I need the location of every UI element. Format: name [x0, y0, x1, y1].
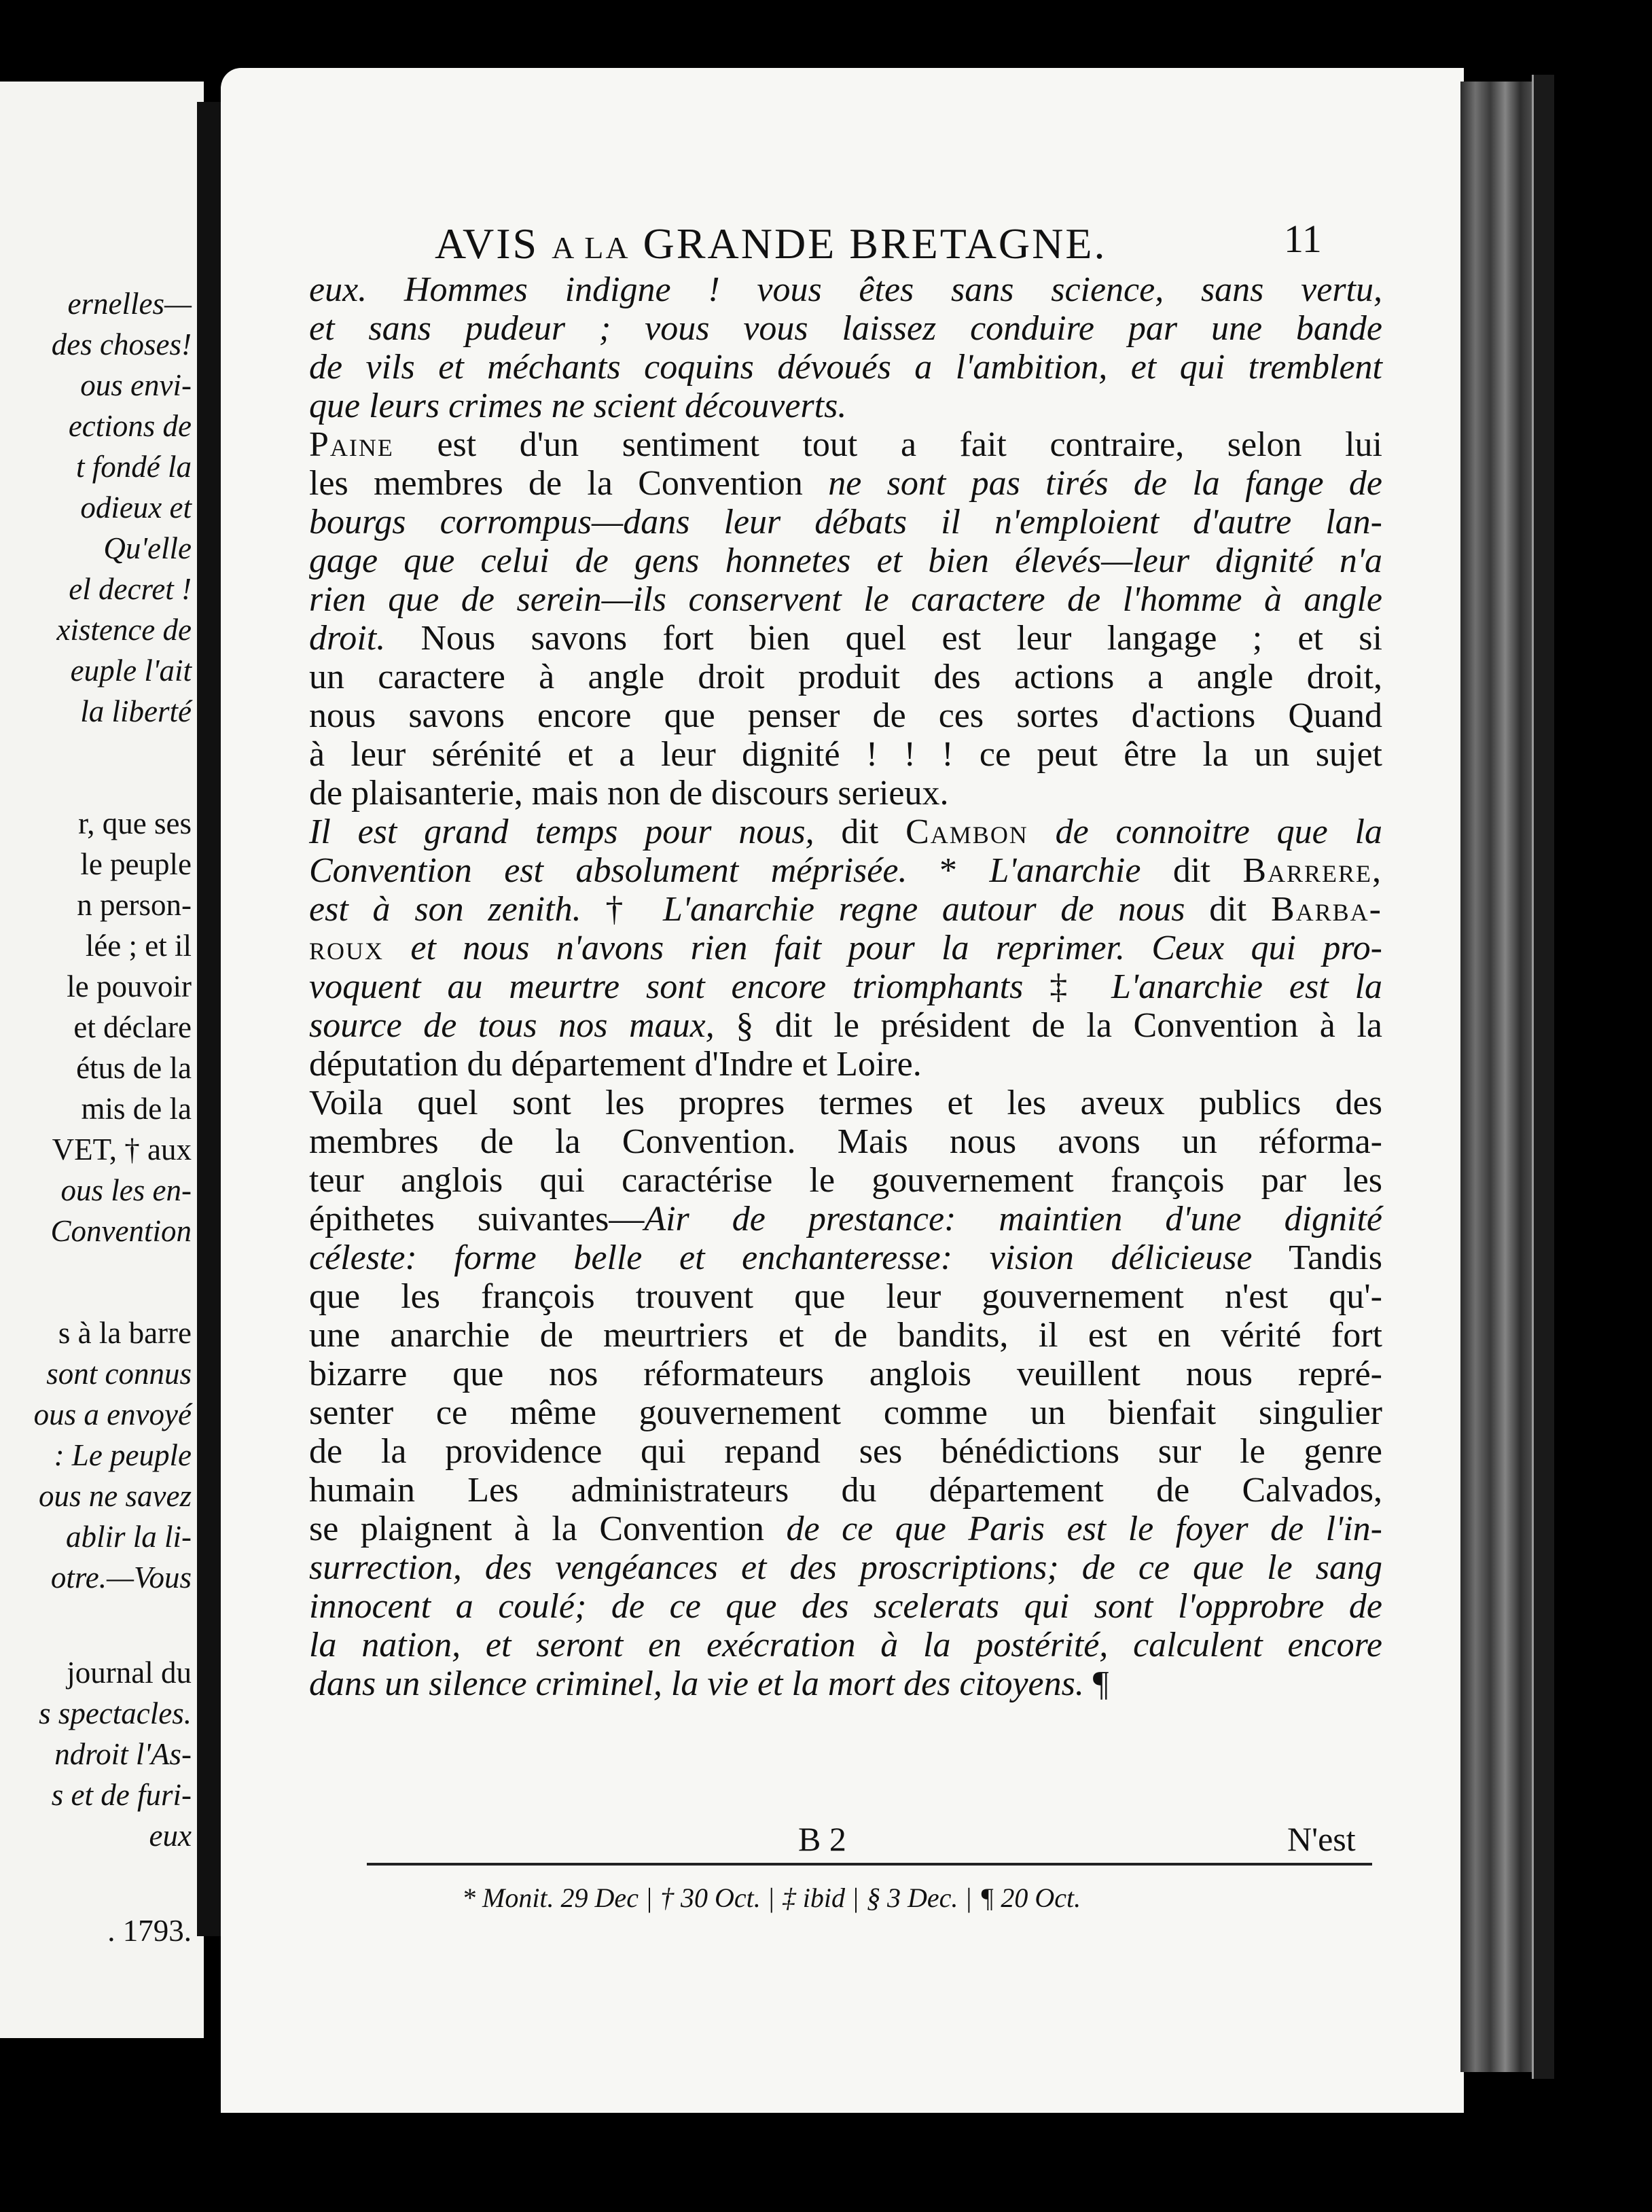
book-gutter [197, 102, 224, 1936]
footnote-reference: § 3 Dec. [867, 1883, 958, 1913]
text-segment: senter ce même gouvernement comme un bienfait singulier [309, 1393, 1382, 1432]
text-segment: les membres de la Convention [309, 464, 829, 503]
text-segment: teur anglois qui caractérise le gouvernement françois par les [309, 1161, 1382, 1200]
left-page-line: le peuple [80, 847, 192, 881]
text-segment: Cambon [905, 813, 1028, 851]
text-segment: humain Les administrateurs du département de Calvados, [309, 1471, 1382, 1510]
left-page-line: ndroit l'As- [54, 1737, 192, 1771]
text-segment: de vils et méchants coquins dévoués a l'ambition, et qui tremblent [309, 348, 1382, 387]
signature-mark: B 2 [798, 1820, 846, 1858]
left-page-line: mis de la [81, 1092, 192, 1126]
text-line [309, 696, 1382, 735]
previous-page-fragment [0, 82, 204, 2038]
text-segment: de ce que Paris est le foyer de l'in- [786, 1510, 1382, 1548]
text-line [309, 967, 1382, 1006]
body-text [309, 270, 1382, 1703]
text-segment: est d'un sentiment tout a fait contraire, selon lui [393, 425, 1382, 464]
text-segment: à leur sérénité et a leur dignité ! ! ! ce peut être la un sujet [309, 735, 1382, 774]
text-segment: droit. [309, 619, 386, 658]
text-line [309, 1084, 1382, 1122]
page-number: 11 [1284, 217, 1322, 261]
footnote-reference: ¶ 20 Oct. [980, 1883, 1081, 1913]
text-line [309, 658, 1382, 696]
left-page-line: otre.—Vous [50, 1560, 192, 1594]
left-page-line: Qu'elle [103, 531, 192, 565]
text-line [309, 1548, 1382, 1587]
left-page-line: sont connus [46, 1357, 192, 1391]
footnote-separator: | [768, 1883, 774, 1913]
text-line [309, 1161, 1382, 1200]
left-page-line: ections de [68, 409, 192, 443]
text-line [309, 774, 1382, 813]
text-line [309, 851, 1382, 890]
text-line [309, 1432, 1382, 1471]
left-page-line: la liberté [80, 694, 192, 728]
text-segment: surrection, des vengéances et des proscriptions; de ce que le sang [309, 1548, 1382, 1587]
catchword: N'est [1287, 1820, 1356, 1858]
text-line [309, 541, 1382, 580]
left-page-line: ous envi- [80, 368, 192, 402]
text-segment: eux. [309, 270, 404, 309]
text-line [309, 425, 1382, 464]
text-segment: Nous savons fort bien quel est leur langage ; et si [385, 619, 1382, 658]
text-line [309, 464, 1382, 503]
text-segment: nous savons encore que penser de ces sortes d'actions Quand [309, 696, 1382, 735]
text-segment: Convention est absolument méprisée. [309, 851, 939, 890]
text-segment: L'anarchie [989, 851, 1141, 890]
text-segment: Air de prestance: maintien d'une dignité [644, 1200, 1382, 1238]
text-line [309, 1471, 1382, 1510]
left-page-line: s à la barre [58, 1316, 192, 1350]
footnote-separator: | [966, 1883, 972, 1913]
left-page-line: étus de la [76, 1051, 192, 1085]
footnote-rule [367, 1863, 1372, 1866]
text-line [309, 1200, 1382, 1238]
running-header [435, 219, 1107, 269]
text-line [309, 1393, 1382, 1432]
text-segment: † [605, 890, 663, 929]
left-page-line: el decret ! [69, 572, 192, 606]
text-segment: dit [1185, 890, 1271, 929]
text-segment: membres de la Convention. Mais nous avons un réforma- [309, 1122, 1382, 1161]
book-cover-edge [1532, 75, 1554, 2079]
left-page-line: ous ne savez [39, 1479, 192, 1513]
text-line [309, 929, 1382, 967]
text-segment: bourgs corrompus—dans leur débats il n'emploient d'autre lan- [309, 503, 1382, 541]
text-segment: L'anarchie regne autour de nous [662, 890, 1185, 929]
text-segment: roux [309, 929, 384, 967]
text-line [309, 387, 1382, 425]
text-line [309, 1277, 1382, 1316]
text-segment: Hommes indigne ! vous êtes sans science, sans vertu, [403, 270, 1382, 309]
text-line [309, 1510, 1382, 1548]
text-segment: Voila quel sont les propres termes et les aveux publics des [309, 1084, 1382, 1122]
text-segment: de la providence qui repand ses bénédictions sur le genre [309, 1432, 1382, 1471]
page-edges [1460, 82, 1535, 2072]
header-title-grande-bretagne: GRANDE BRETAGNE. [643, 219, 1107, 268]
text-line [309, 1355, 1382, 1393]
left-page-line: des choses! [51, 327, 192, 361]
left-page-line: r, que ses [78, 806, 192, 840]
text-line [309, 1238, 1382, 1277]
text-segment: gage que celui de gens honnetes et bien élevés—leur dignité n'a [309, 541, 1382, 580]
left-page-line: lée ; et il [85, 929, 192, 963]
text-line [309, 503, 1382, 541]
text-line [309, 1587, 1382, 1626]
text-segment: * [939, 851, 990, 890]
text-segment: voquent au meurtre sont encore triomphants [309, 967, 1050, 1006]
text-segment: une anarchie de meurtriers et de bandits, il est en vérité fort [309, 1316, 1382, 1355]
text-segment: Tandis [1252, 1238, 1382, 1277]
text-line [309, 735, 1382, 774]
left-page-line: s spectacles. [39, 1696, 192, 1730]
text-segment: dit [814, 813, 906, 851]
text-line [309, 580, 1382, 619]
left-page-line: t fondé la [76, 450, 192, 484]
text-segment: que les françois trouvent que leur gouvernement n'est qu'- [309, 1277, 1382, 1316]
text-segment: et sans pudeur ; vous vous laissez conduire par une bande [309, 309, 1382, 348]
text-line [309, 1316, 1382, 1355]
footnote-separator: | [852, 1883, 859, 1913]
text-segment: innocent a coulé; de ce que des scelerats qui sont l'opprobre de [309, 1587, 1382, 1626]
text-line [309, 1626, 1382, 1664]
text-segment: dans un silence criminel, la vie et la mort des citoyens. [309, 1664, 1093, 1703]
left-page-line: VET, † aux [52, 1132, 192, 1166]
text-segment: que leurs crimes ne scient découverts. [309, 387, 847, 425]
text-segment: Barba- [1270, 890, 1382, 929]
text-segment: Barrere, [1242, 851, 1383, 890]
text-line [309, 270, 1382, 309]
text-segment: de connoitre que la [1028, 813, 1383, 851]
text-line [309, 1122, 1382, 1161]
left-page-line: : Le peuple [54, 1438, 192, 1472]
left-page-line: le pouvoir [67, 969, 192, 1003]
text-segment: L'anarchie est la [1111, 967, 1382, 1006]
text-segment: un caractere à angle droit produit des actions a angle droit, [309, 658, 1382, 696]
footnote-reference: * Monit. 29 Dec [462, 1883, 639, 1913]
text-segment: la nation, et seront en exécration à la postérité, calculent encore [309, 1626, 1382, 1664]
left-page-line: ous a envoyé [33, 1397, 192, 1431]
text-segment: rien que de serein—ils conservent le caractere de l'homme à angle [309, 580, 1382, 619]
text-segment: bizarre que nos réformateurs anglois veuillent nous repré- [309, 1355, 1382, 1393]
left-page-line: ablir la li- [65, 1520, 192, 1554]
text-segment: § dit le président de la Convention à la [736, 1006, 1382, 1045]
text-segment: et nous n'avons rien fait pour la reprimer. Ceux qui pro- [384, 929, 1382, 967]
left-page-line: eux [149, 1819, 192, 1853]
text-segment: dit [1141, 851, 1243, 890]
left-page-line: Convention [50, 1214, 192, 1248]
text-segment: est à son zenith. [309, 890, 606, 929]
text-line [309, 1664, 1382, 1703]
left-page-line: ous les en- [60, 1173, 192, 1207]
text-segment: ‡ [1049, 967, 1112, 1006]
text-segment: ne sont pas tirés de la fange de [828, 464, 1382, 503]
text-segment: Il est grand temps pour nous, [309, 813, 814, 851]
text-segment: épithetes suivantes— [309, 1200, 645, 1238]
text-segment: source de tous nos maux, [309, 1006, 736, 1045]
text-segment: se plaignent à la Convention [309, 1510, 787, 1548]
left-page-line: journal du [67, 1656, 192, 1690]
header-title-avis: AVIS [435, 219, 539, 268]
text-line [309, 813, 1382, 851]
header-title-a-la: A LA [552, 230, 630, 265]
left-page-line: n person- [77, 888, 192, 922]
left-page-line: . 1793. [107, 1914, 192, 1948]
left-page-line: euple l'ait [70, 654, 192, 688]
text-segment: ¶ [1092, 1664, 1109, 1703]
text-line [309, 1045, 1382, 1084]
left-page-line: xistence de [56, 613, 192, 647]
text-segment: députation du département d'Indre et Loire. [309, 1045, 922, 1084]
footnote-separator: | [646, 1883, 652, 1913]
text-segment: de plaisanterie, mais non de discours serieux. [309, 774, 949, 813]
footnote-reference: ‡ ibid [782, 1883, 845, 1913]
text-line [309, 1006, 1382, 1045]
text-line [309, 348, 1382, 387]
text-segment: Paine [309, 425, 394, 464]
text-line [309, 309, 1382, 348]
text-line [309, 890, 1382, 929]
text-line [309, 619, 1382, 658]
left-page-line: s et de furi- [51, 1778, 192, 1812]
left-page-line: odieux et [80, 490, 192, 524]
left-page-line: et déclare [73, 1010, 192, 1044]
footnotes [462, 1882, 1081, 1914]
left-page-line: ernelles— [67, 287, 192, 321]
text-segment: céleste: forme belle et enchanteresse: vision délicieuse [309, 1238, 1253, 1277]
footnote-reference: † 30 Oct. [660, 1883, 761, 1913]
